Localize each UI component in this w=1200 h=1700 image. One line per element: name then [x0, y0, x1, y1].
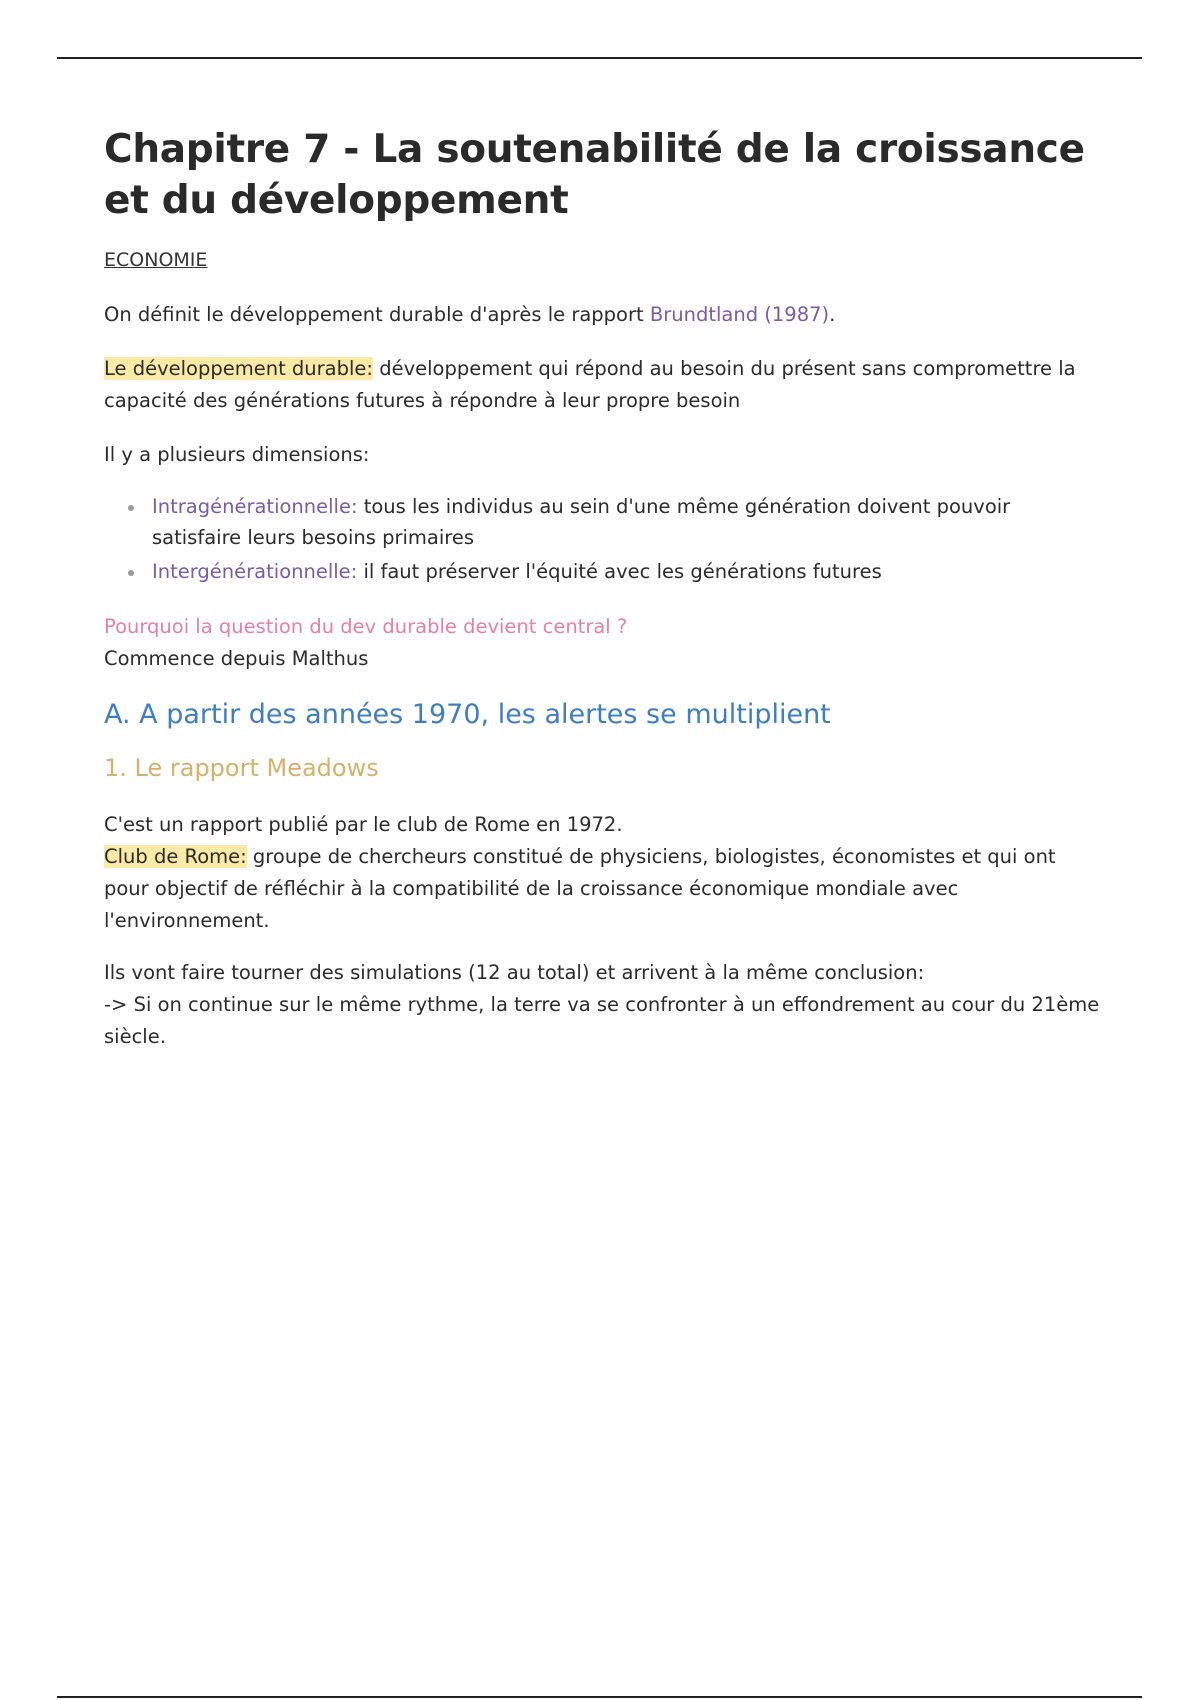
dimension-term[interactable]: Intergénérationnelle: — [152, 560, 358, 583]
question-answer: Commence depuis Malthus — [104, 647, 369, 670]
simulations-block — [104, 957, 1104, 1053]
dimension-text: tous les individus au sein d'une même génération doivent pouvoir satisfaire leurs besoins primaires — [152, 495, 1011, 549]
intro-paragraph — [104, 299, 1104, 331]
question-block — [104, 611, 1104, 675]
intro-end: . — [829, 303, 836, 326]
dimensions-list — [104, 491, 1104, 587]
meadows-block — [104, 809, 1104, 937]
list-item — [104, 491, 1104, 553]
conclusion-text: -> Si on continue sur le même rythme, la terre va se confronter à un effondrement au cour du 21ème siècle. — [104, 993, 1100, 1048]
club-term: Club de Rome: — [104, 845, 247, 868]
definition-paragraph — [104, 353, 1104, 417]
subject-tag[interactable]: ECONOMIE — [104, 249, 208, 271]
top-divider — [57, 57, 1142, 59]
brundtland-link[interactable]: Brundtland (1987) — [649, 303, 830, 326]
definition-text: développement qui répond au besoin du présent sans compromettre la capacité des générations futures à répondre à leur propre besoin — [104, 357, 1076, 412]
bottom-divider — [57, 1696, 1142, 1698]
dimension-term[interactable]: Intragénérationnelle: — [152, 495, 358, 518]
dimensions-intro: Il y a plusieurs dimensions: — [104, 443, 370, 466]
club-paragraph — [104, 841, 1104, 937]
club-text: groupe de chercheurs constitué de physiciens, biologistes, économistes et qui ont pour objectif de réfléchir à la compatibilité de la croissance économique mondiale avec l'environnement. — [104, 845, 1056, 932]
section-heading-a: A. A partir des années 1970, les alertes se multiplient — [104, 699, 831, 730]
intro-text: On définit le développement durable d'après le rapport — [104, 303, 650, 326]
list-item — [104, 556, 1104, 587]
subsection-heading-1: 1. Le rapport Meadows — [104, 754, 379, 782]
meadows-intro: C'est un rapport publié par le club de Rome en 1972. — [104, 813, 623, 836]
question-text: Pourquoi la question du dev durable devient central ? — [104, 615, 628, 638]
definition-term: Le développement durable: — [104, 357, 373, 380]
document-page — [104, 124, 1104, 1053]
simulations-text: Ils vont faire tourner des simulations (12 au total) et arrivent à la même conclusion: — [104, 961, 925, 984]
dimension-text: il faut préserver l'équité avec les générations futures — [357, 560, 882, 583]
page-title: Chapitre 7 - La soutenabilité de la croissance et du développement — [104, 127, 1085, 223]
